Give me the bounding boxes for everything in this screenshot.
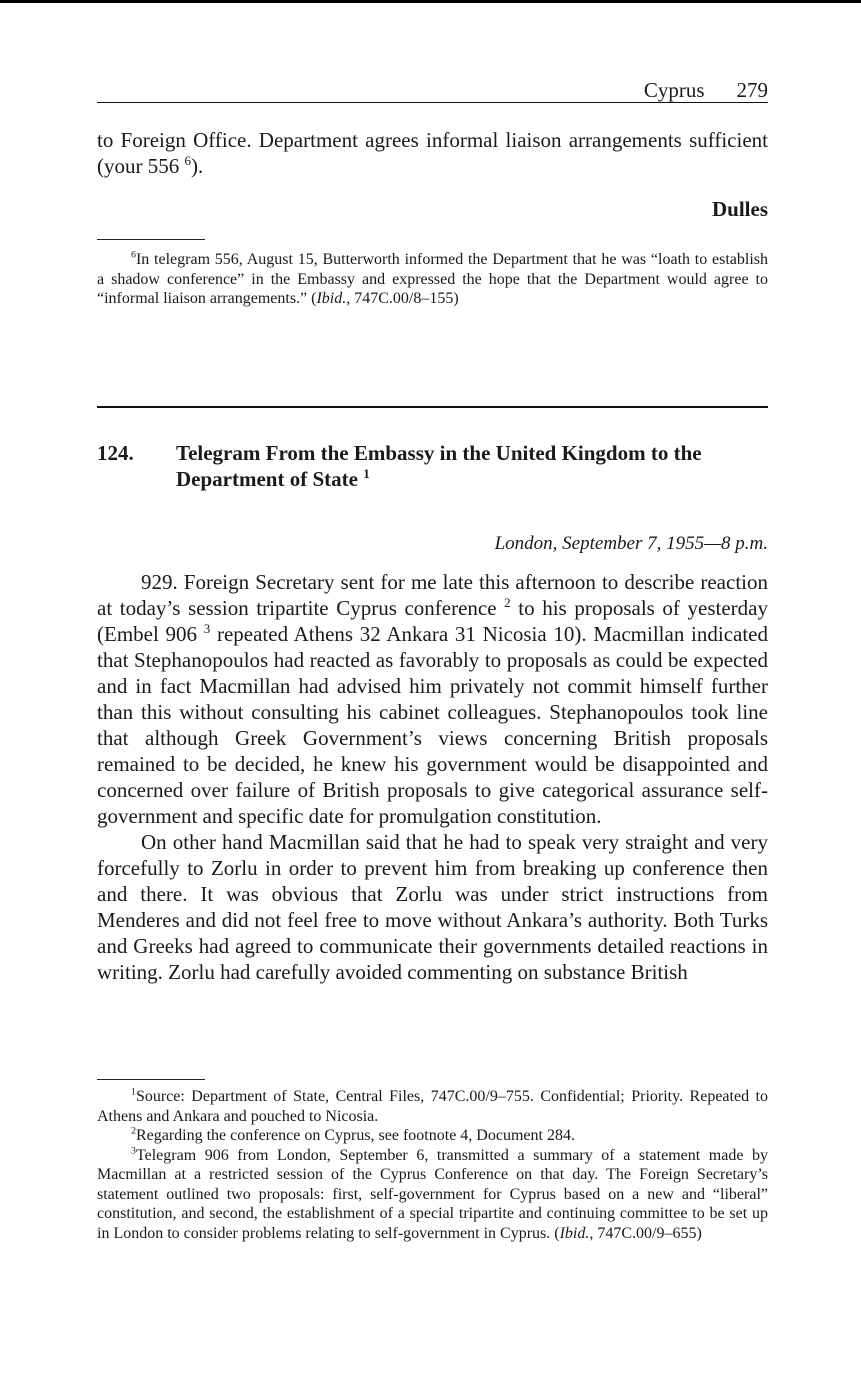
footnote-ref-1: 1 (363, 466, 370, 481)
document-title: Telegram From the Embassy in the United Kingdom to the Department of State $^1$ (176, 441, 702, 491)
continuation-text: to Foreign Office. Department agrees informal liaison arrangements sufficient (your 556 $^6$). (97, 128, 768, 178)
footnote-block-bottom (97, 1087, 768, 1243)
footnote-2: $^2$Regarding the conference on Cyprus, see footnote 4, Document 284. (131, 1125, 575, 1144)
paragraph-2: On other hand Macmillan said that he had to speak very straight and very forcefully to Zorlu in order to prevent him from breaking up conference then and there. It was obvious that Zorlu was under strict instructions from Menderes and did not feel free to move without Ankara’s authority. Both Turks and Greeks had agreed to communicate their governments detailed reactions in writing. Zorlu had carefully avoided commenting on substance British (97, 830, 768, 984)
document-number: 124. (97, 441, 134, 465)
page-number: 279 (736, 78, 768, 102)
document-heading (97, 440, 768, 492)
footnote-6: $^6$In telegram 556, August 15, Butterworth informed the Department that he was “loath to establish a shadow conference” in the Embassy and expressed the hope that the Department would agree to “informal liaison arrangements.” (Ibid., 747C.00/8–155) (97, 249, 768, 307)
signature: Dulles (711, 197, 768, 221)
dateline: London, September 7, 1955—8 p.m. (494, 533, 768, 554)
footnote-ref-3: 3 (203, 621, 211, 636)
continuation-paragraph (97, 127, 768, 179)
telegram-body (97, 569, 768, 985)
paragraph-1: 929. Foreign Secretary sent for me late this afternoon to describe reaction at today’s session tripartite Cyprus conference $^2$ to his proposals of yesterday (Embel 906 $^3$ repeated Athens 32 Ankara 31 Nicosia 10). Macmillan indicated that Stephanopoulos had reacted as favorably to proposals as could be expected and in fact Macmillan had advised him privately not commit himself further than this without consulting his cabinet colleagues. Stephanopoulos took line that although Greek Government’s views concerning British proposals remained to be decided, he knew his government would be disappointed and concerned over failure of British proposals to give categorical assurance self-government and specific date for promulgation constitution. (97, 570, 769, 828)
footnote-ref-2: 2 (504, 595, 511, 610)
footnote-rule (97, 1079, 205, 1080)
page-top-border (0, 0, 861, 3)
footnote-rule (97, 239, 205, 240)
running-head (97, 78, 768, 103)
footnote-3: $^3$Telegram 906 from London, September 6, transmitted a summary of a statement made by Macmillan at a restricted session of the Cyprus Conference on that day. The Foreign Secretary’s statement outlined two proposals: first, self-government for Cyprus based on a new and “liberal” constitution, and second, the establishment of a special tripartite and continuing committee to be set up in London to consider problems relating to self-government in Cyprus. (Ibid., 747C.00/9–655) (97, 1145, 768, 1242)
footnote-block-top (97, 250, 768, 309)
section-divider (97, 406, 768, 408)
running-head-title: Cyprus (643, 78, 705, 102)
footnote-ref-6: 6 (184, 153, 192, 168)
footnote-1: $^1$Source: Department of State, Central Files, 747C.00/9–755. Confidential; Priority. Repeated to Athens and Ankara and pouched to Nicosia. (97, 1086, 768, 1125)
